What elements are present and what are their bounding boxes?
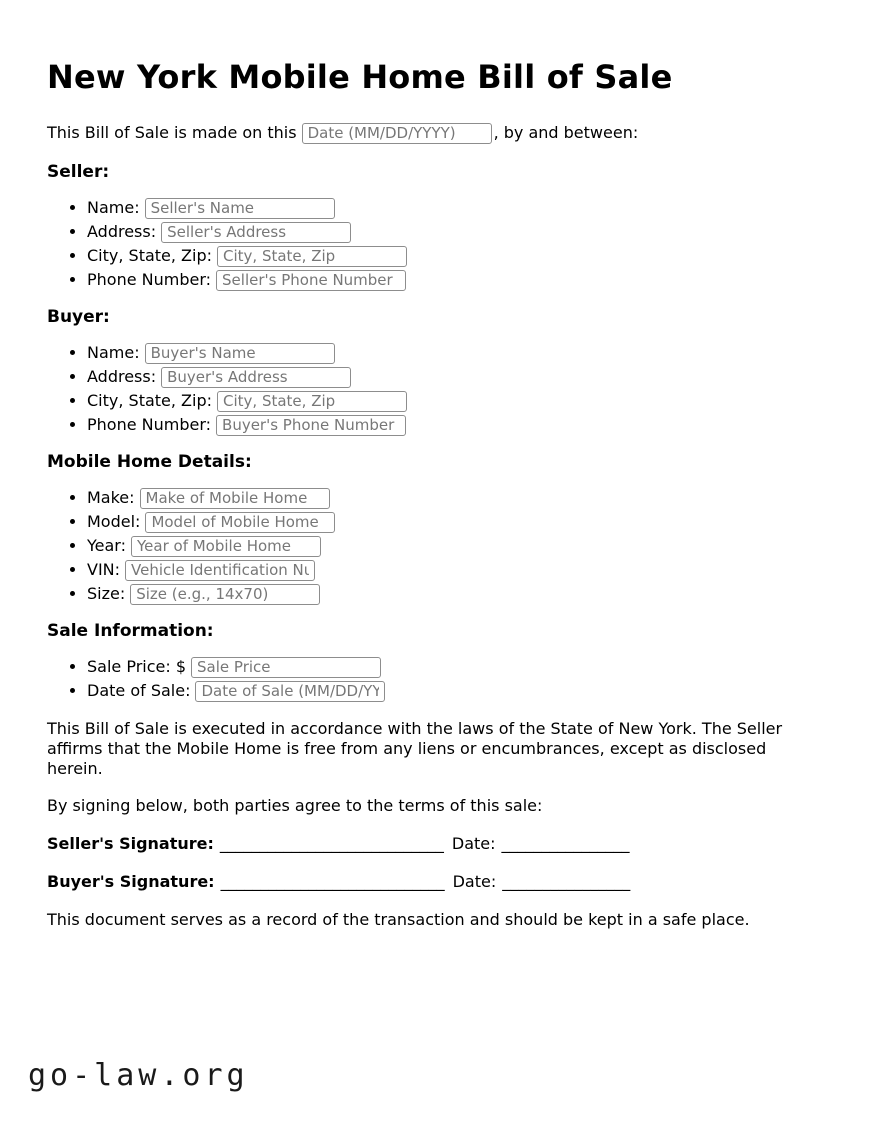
list-item bbox=[87, 268, 827, 291]
buyer-signature-row bbox=[47, 872, 827, 892]
list-item bbox=[87, 679, 827, 702]
agreement-line: By signing below, both parties agree to the terms of this sale: bbox=[47, 796, 543, 815]
field-label: Address: bbox=[87, 222, 157, 241]
field-label: Model: bbox=[87, 512, 141, 531]
list-item bbox=[87, 196, 827, 219]
mobile-home-field-list bbox=[47, 486, 827, 605]
field-label: Size: bbox=[87, 584, 126, 603]
seller-signature-line[interactable]: ____________________________ bbox=[219, 834, 444, 853]
sale-date-input[interactable] bbox=[195, 681, 385, 702]
seller-phone-input[interactable] bbox=[216, 270, 406, 291]
seller-date-label: Date: bbox=[451, 834, 496, 853]
list-item bbox=[87, 244, 827, 267]
year-input[interactable] bbox=[131, 536, 321, 557]
page-title: New York Mobile Home Bill of Sale bbox=[47, 58, 673, 96]
list-item bbox=[87, 655, 827, 678]
list-item bbox=[87, 220, 827, 243]
list-item bbox=[87, 341, 827, 364]
footer-brand: go-law.org bbox=[28, 1058, 249, 1093]
buyer-phone-input[interactable] bbox=[216, 415, 406, 436]
execution-clause: This Bill of Sale is executed in accordance with the laws of the State of New York. The Seller affirms that the Mobile Home is free from any liens or encumbrances, except as disclosed herein. bbox=[47, 719, 783, 778]
field-label: Name: bbox=[87, 343, 140, 362]
field-label: Make: bbox=[87, 488, 135, 507]
vin-input[interactable] bbox=[125, 560, 315, 581]
field-label: City, State, Zip: bbox=[87, 246, 213, 265]
seller-signature-row bbox=[47, 834, 827, 854]
list-item bbox=[87, 365, 827, 388]
sale-price-input[interactable] bbox=[191, 657, 381, 678]
field-label: Address: bbox=[87, 367, 157, 386]
field-label: Sale Price: $ bbox=[87, 657, 187, 676]
mobile-home-section-heading: Mobile Home Details: bbox=[47, 452, 252, 472]
field-label: City, State, Zip: bbox=[87, 391, 213, 410]
list-item bbox=[87, 582, 827, 605]
buyer-signature-label: Buyer's Signature: bbox=[47, 872, 215, 891]
field-label: Name: bbox=[87, 198, 140, 217]
list-item bbox=[87, 510, 827, 533]
sale-info-field-list bbox=[47, 655, 827, 702]
buyer-date-label: Date: bbox=[452, 872, 497, 891]
make-input[interactable] bbox=[140, 488, 330, 509]
list-item bbox=[87, 389, 827, 412]
buyer-name-input[interactable] bbox=[145, 343, 335, 364]
list-item bbox=[87, 486, 827, 509]
buyer-address-input[interactable] bbox=[161, 367, 351, 388]
list-item bbox=[87, 558, 827, 581]
seller-name-input[interactable] bbox=[145, 198, 335, 219]
list-item bbox=[87, 413, 827, 436]
size-input[interactable] bbox=[130, 584, 320, 605]
record-note: This document serves as a record of the transaction and should be kept in a safe place. bbox=[47, 910, 750, 929]
sale-info-section-heading: Sale Information: bbox=[47, 621, 214, 641]
buyer-section-heading: Buyer: bbox=[47, 307, 110, 327]
bill-date-input[interactable] bbox=[302, 123, 492, 144]
buyer-field-list bbox=[47, 341, 827, 436]
buyer-date-line[interactable]: ________________ bbox=[502, 872, 631, 891]
model-input[interactable] bbox=[145, 512, 335, 533]
seller-signature-label: Seller's Signature: bbox=[47, 834, 214, 853]
seller-date-line[interactable]: ________________ bbox=[501, 834, 630, 853]
list-item bbox=[87, 534, 827, 557]
buyer-city-state-zip-input[interactable] bbox=[217, 391, 407, 412]
buyer-signature-line[interactable]: ____________________________ bbox=[220, 872, 445, 891]
intro-text-before: This Bill of Sale is made on this bbox=[47, 123, 297, 142]
field-label: Phone Number: bbox=[87, 415, 212, 434]
field-label: Date of Sale: bbox=[87, 681, 191, 700]
field-label: Phone Number: bbox=[87, 270, 212, 289]
seller-address-input[interactable] bbox=[161, 222, 351, 243]
intro-line bbox=[47, 122, 827, 144]
seller-city-state-zip-input[interactable] bbox=[217, 246, 407, 267]
field-label: Year: bbox=[87, 536, 126, 555]
seller-section-heading: Seller: bbox=[47, 162, 110, 182]
field-label: VIN: bbox=[87, 560, 121, 579]
seller-field-list bbox=[47, 196, 827, 291]
intro-text-after: , by and between: bbox=[493, 123, 639, 142]
